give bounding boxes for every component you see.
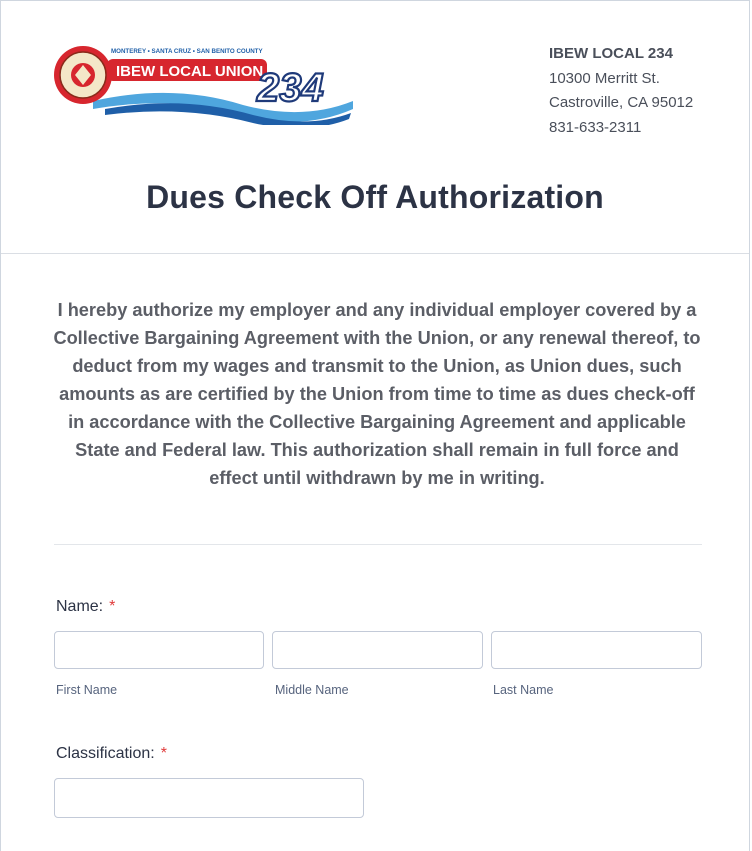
required-asterisk: * — [160, 745, 167, 762]
first-name-input[interactable] — [54, 631, 264, 669]
name-label — [56, 598, 115, 616]
ibew-logo — [53, 43, 355, 125]
required-asterisk: * — [109, 598, 116, 615]
classification-input[interactable] — [54, 778, 364, 818]
form-header — [1, 1, 749, 254]
logo-number: 234 — [257, 66, 324, 110]
name-label-text: Name: — [56, 598, 104, 615]
first-name-sublabel: First Name — [56, 683, 118, 697]
classification-label-text: Classification: — [56, 745, 155, 762]
section-divider — [54, 544, 702, 545]
contact-org: IBEW LOCAL 234 — [549, 45, 673, 62]
authorization-text: I hereby authorize my employer and any individual employer covered by a Collective Bargaining Agreement with the Union, or any renewal thereof, to deduct from my wages and transmit to the Union, as Union dues, such amounts as are certified by the Union from time to time as dues check-off in accordance with the Collective Bargaining Agreement and applicable State and Federal law. This authorization shall remain in full force and effect until withdrawn by me in writing. — [53, 300, 701, 488]
contact-street: 10300 Merritt St. — [549, 69, 660, 87]
middle-name-sublabel: Middle Name — [275, 683, 349, 697]
contact-city: Castroville, CA 95012 — [549, 94, 694, 111]
classification-label — [56, 745, 167, 763]
logo-banner-text: IBEW LOCAL UNION — [116, 63, 264, 80]
logo-top-text: MONTEREY • SANTA CRUZ • SAN BENITO COUNTY — [111, 48, 263, 55]
page-title: Dues Check Off Authorization — [146, 179, 604, 215]
contact-phone: 831-633-2311 — [549, 118, 642, 136]
contact-block — [549, 42, 693, 140]
last-name-input[interactable] — [491, 631, 702, 669]
last-name-sublabel: Last Name — [493, 683, 554, 697]
middle-name-input[interactable] — [272, 631, 483, 669]
